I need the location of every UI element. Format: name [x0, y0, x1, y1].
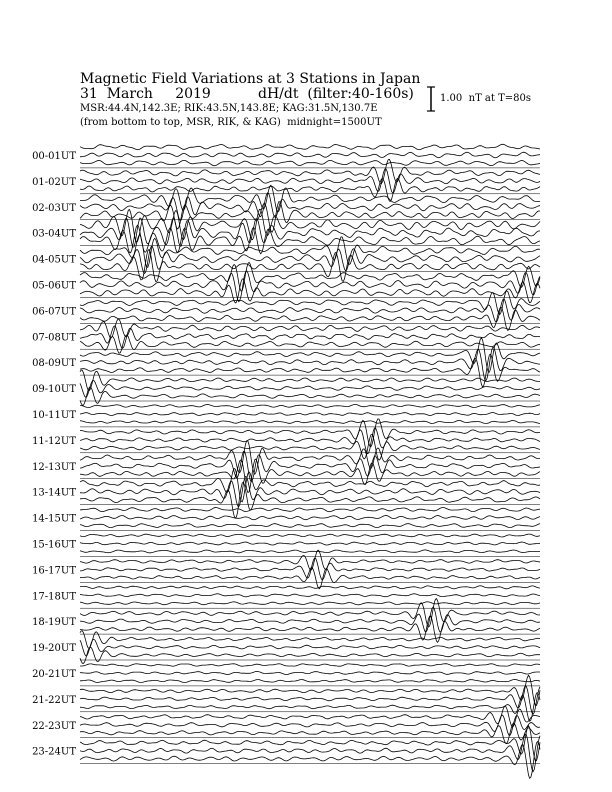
hour-row-05-06UT	[32, 262, 540, 303]
hour-row-20-21UT	[32, 664, 540, 686]
trace-RIK	[80, 428, 540, 454]
hour-row-00-01UT	[32, 144, 540, 168]
hour-label: 15-16UT	[32, 539, 76, 551]
trace-MSR	[80, 726, 540, 761]
hour-row-14-15UT	[32, 508, 540, 531]
hour-label: 16-17UT	[32, 565, 76, 577]
trace-KAG	[80, 335, 540, 353]
hour-label: 02-03UT	[32, 202, 76, 214]
hour-row-06-07UT	[32, 291, 540, 331]
trace-KAG	[80, 459, 540, 493]
trace-KAG	[80, 742, 540, 779]
station-coordinates: MSR:44.4N,142.3E; RIK:43.5N,143.8E; KAG:31.5N,130.7E	[80, 103, 378, 114]
hour-label: 03-04UT	[32, 228, 76, 240]
trace-KAG	[80, 550, 540, 553]
hour-label: 04-05UT	[32, 254, 76, 266]
hour-label: 08-09UT	[32, 358, 76, 370]
trace-KAG	[80, 693, 540, 722]
trace-MSR	[80, 235, 540, 267]
hour-label: 12-13UT	[32, 461, 76, 473]
hour-row-01-02UT	[32, 159, 540, 201]
hour-label: 19-20UT	[32, 643, 76, 655]
trace-MSR	[80, 631, 540, 648]
trace-MSR	[80, 144, 540, 149]
hour-row-23-24UT	[32, 726, 540, 779]
hour-label: 07-08UT	[32, 332, 76, 344]
trace-RIK	[80, 542, 540, 545]
hour-label: 13-14UT	[32, 487, 76, 499]
trace-KAG	[80, 647, 540, 663]
hour-row-19-20UT	[32, 631, 540, 664]
hour-row-18-19UT	[32, 599, 540, 643]
trace-RIK	[80, 671, 540, 674]
trace-KAG	[80, 602, 540, 605]
trace-KAG	[80, 160, 540, 165]
hour-label: 10-11UT	[32, 410, 76, 421]
scale-bar	[427, 87, 435, 111]
station-order-note: (from bottom to top, MSR, RIK, & KAG) midnight=1500UT	[80, 117, 382, 128]
hour-label: 05-06UT	[32, 280, 76, 292]
trace-RIK	[80, 715, 540, 735]
trace-RIK	[80, 639, 540, 656]
trace-KAG	[80, 680, 540, 683]
trace-RIK	[80, 381, 540, 398]
hour-row-17-18UT	[32, 586, 540, 608]
trace-MSR	[80, 441, 540, 475]
chart-date: 31 March 2019	[80, 86, 211, 102]
hour-label: 01-02UT	[32, 176, 76, 188]
trace-MSR	[80, 508, 540, 512]
hour-label: 21-22UT	[32, 694, 76, 706]
hour-label: 09-10UT	[32, 384, 76, 396]
trace-MSR	[80, 586, 540, 589]
hour-row-10-11UT	[32, 405, 540, 427]
trace-RIK	[80, 594, 540, 597]
hour-label: 20-21UT	[32, 669, 76, 680]
trace-RIK	[80, 734, 540, 771]
trace-KAG	[80, 387, 540, 405]
trace-KAG	[80, 568, 540, 589]
hour-label: 06-07UT	[32, 306, 76, 318]
trace-MSR	[80, 664, 540, 667]
trace-MSR	[80, 534, 540, 537]
trace-KAG	[80, 524, 540, 528]
hour-label: 18-19UT	[32, 617, 76, 629]
trace-KAG	[80, 616, 540, 642]
hour-label: 11-12UT	[32, 435, 76, 447]
trace-MSR	[80, 262, 540, 291]
chart-title: Magnetic Field Variations at 3 Stations in Japan	[80, 71, 421, 87]
trace-KAG	[80, 482, 540, 518]
trace-RIK	[80, 413, 540, 416]
hour-row-21-22UT	[32, 675, 540, 721]
trace-RIK	[80, 152, 540, 158]
hour-label: 00-01UT	[32, 151, 76, 162]
hour-row-15-16UT	[32, 534, 540, 556]
hour-label: 22-23UT	[32, 720, 76, 732]
hour-row-11-12UT	[32, 419, 540, 460]
trace-KAG	[80, 421, 540, 424]
hour-label: 23-24UT	[32, 746, 76, 758]
trace-RIK	[80, 607, 540, 632]
trace-RIK	[80, 516, 540, 520]
hour-label: 14-15UT	[32, 513, 76, 525]
trace-RIK	[80, 347, 540, 381]
hour-row-16-17UT	[32, 550, 540, 589]
trace-MSR	[80, 405, 540, 408]
trace-RIK	[80, 476, 540, 507]
filter-label: dH/dt (filter:40-160s)	[258, 86, 414, 102]
scale-bar-label: 1.00 nT at T=80s	[440, 93, 531, 104]
hour-row-03-04UT	[32, 209, 540, 253]
hour-row-07-08UT	[32, 319, 540, 353]
hour-label: 17-18UT	[32, 591, 76, 603]
